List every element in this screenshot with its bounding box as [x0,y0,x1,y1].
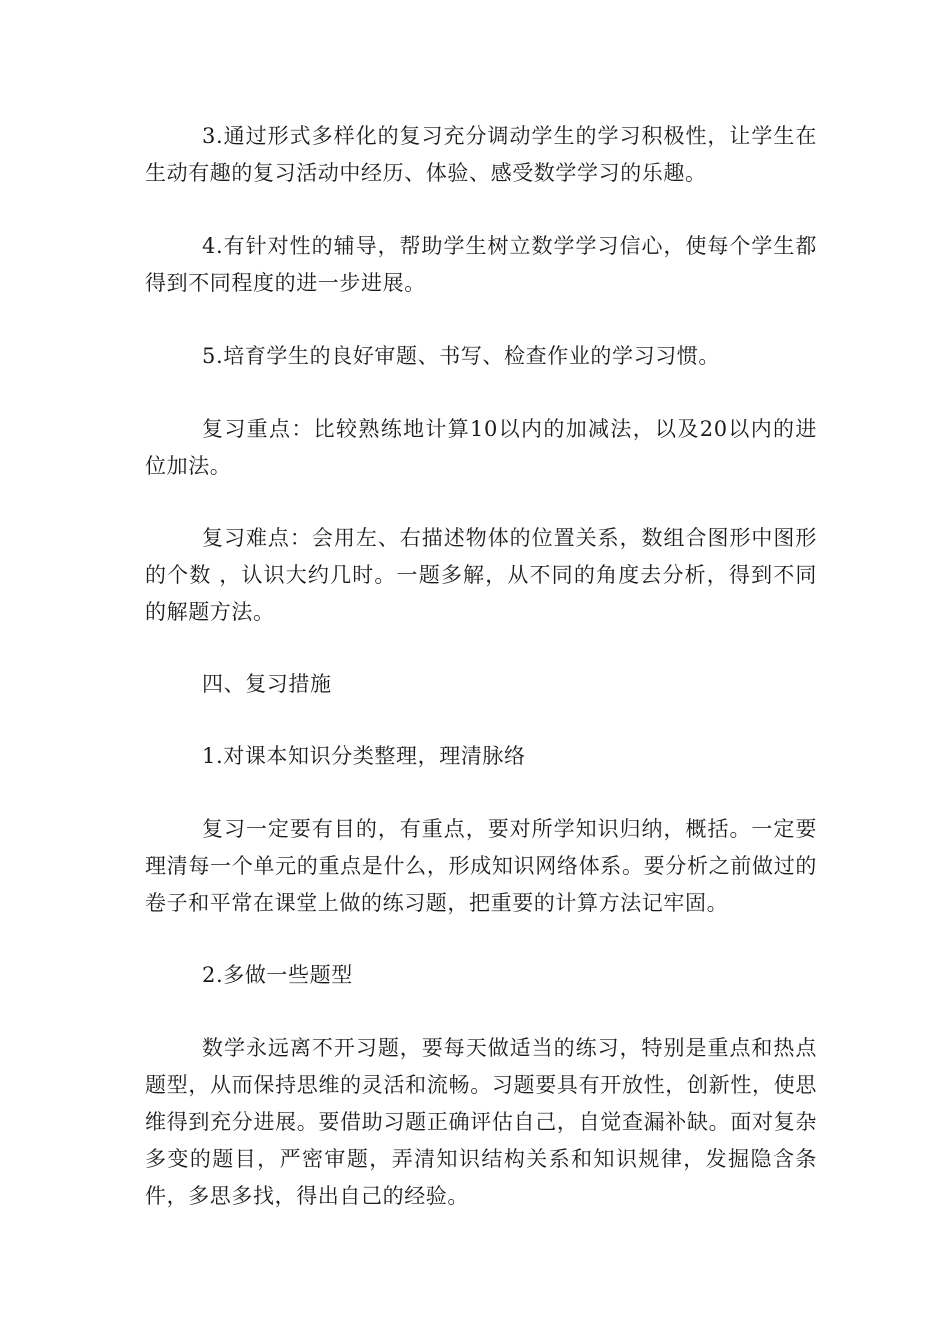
section-heading-measures: 四、复习措施 [202,672,332,696]
subheading-measure-2: 2.多做一些题型 [202,963,353,987]
paragraph-measure-1-body: 复习一定要有目的，有重点，要对所学知识归纳，概括。一定要理清每一个单元的重点是什么，形成知识网络体系。要分析之前做过的卷子和平常在课堂上做的练习题，把重要的计算方法记牢固。 [145,817,817,915]
paragraph-goal-3: 3.通过形式多样化的复习充分调动学生的学习积极性，让学生在生动有趣的复习活动中经历、体验、感受数学学习的乐趣。 [145,124,817,185]
paragraph-review-focus: 复习重点：比较熟练地计算10以内的加减法，以及20以内的进位加法。 [145,417,817,478]
paragraph-goal-5: 5.培育学生的良好审题、书写、检查作业的学习习惯。 [202,344,721,368]
paragraph-review-difficulty: 复习难点：会用左、右描述物体的位置关系，数组合图形中图形的个数 ，认识大约几时。一题多解，从不同的角度去分析，得到不同的解题方法。 [145,526,817,624]
subheading-measure-1: 1.对课本知识分类整理，理清脉络 [202,744,526,768]
paragraph-measure-2-body: 数学永远离不开习题，要每天做适当的练习，特别是重点和热点题型，从而保持思维的灵活和流畅。习题要具有开放性，创新性，使思维得到充分进展。要借助习题正确评估自己，自觉查漏补缺。面对复杂多变的题目，严密审题，弄清知识结构关系和知识规律，发掘隐含条件，多思多找，得出自己的经验。 [145,1036,817,1208]
paragraph-goal-4: 4.有针对性的辅导，帮助学生树立数学学习信心，使每个学生都得到不同程度的进一步进展。 [145,234,817,295]
